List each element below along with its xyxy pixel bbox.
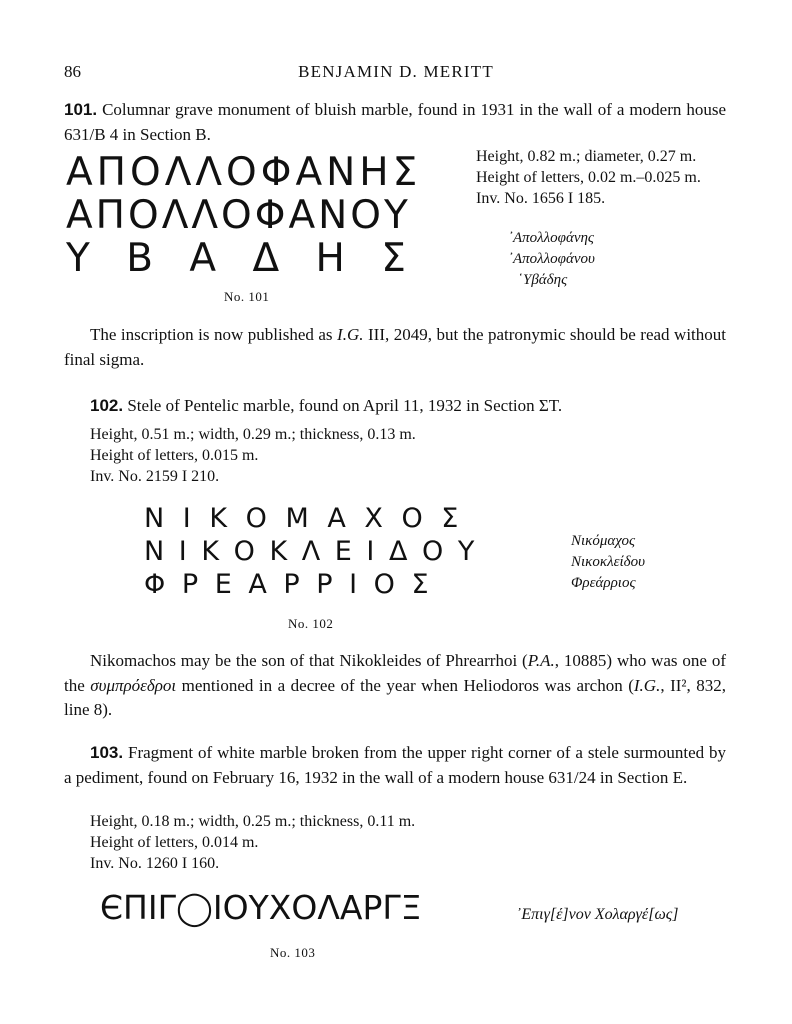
- entry-101-inventory: Inv. No. 1656 I 185.: [476, 190, 606, 207]
- transcription-101-line-1: ᾿Απολλοφάνης: [508, 230, 595, 246]
- entry-102-dimensions: Height, 0.51 m.; width, 0.29 m.; thickness, 0.13 m.: [90, 426, 416, 443]
- entry-103-meta: [90, 811, 415, 874]
- inscription-102-line-1: Ν Ι Κ Ο Μ Α Χ Ο Σ: [144, 503, 464, 534]
- entry-102-text: Stele of Pentelic marble, found on April 11, 1932 in Section ΣΤ.: [127, 396, 563, 415]
- inscription-103-drawing: [100, 888, 480, 938]
- entry-101-letter-height: Height of letters, 0.02 m.–0.025 m.: [476, 169, 701, 186]
- note-101-part-1: The inscription is now published as: [90, 325, 338, 344]
- entry-103-description: [64, 741, 726, 790]
- entry-101-text: Columnar grave monument of bluish marble, found in 1931 in the wall of a modern house 631/B 4 in Section B.: [64, 100, 727, 144]
- entry-103-letter-height: Height of letters, 0.014 m.: [90, 834, 259, 851]
- inscription-101-line-1: ΑΠΟΛΛΟΦΑΝΗΣ: [66, 150, 422, 195]
- entry-102-inventory: Inv. No. 2159 I 210.: [90, 468, 220, 485]
- note-102-part-3: mentioned in a decree of the year when Heliodoros was archon (: [176, 675, 634, 695]
- note-102-part-1: Nikomachos may be the son of that Nikokleides of Phrearrhoi (: [90, 651, 528, 670]
- figure-caption-103: No. 103: [270, 945, 316, 960]
- running-head: BENJAMIN D. MERITT: [298, 62, 494, 81]
- transcription-102-line-3: Φρεάρριος: [571, 575, 636, 591]
- entry-102-meta: [90, 424, 416, 487]
- inscription-102-drawing: [144, 503, 484, 613]
- entry-103-number: 103.: [90, 743, 124, 762]
- page-number: 86: [64, 62, 81, 81]
- entry-102-description: [64, 394, 726, 419]
- note-102-greek-term: συμπρόεδροι: [90, 675, 177, 695]
- transcription-101-line-2: ᾿Απολλοφάνου: [508, 251, 595, 267]
- entry-101-meta: [476, 146, 701, 209]
- transcription-101-line-3: ῾Υβάδης: [518, 272, 568, 288]
- transcription-102-line-1: Νικόμαχος: [571, 533, 636, 549]
- inscription-103-line-1: ЄΠΙΓ◯ΙΟΥΧΟΛΑΡΓΞ: [100, 888, 422, 927]
- entry-101-note: [64, 323, 726, 372]
- entry-103-dimensions: Height, 0.18 m.; width, 0.25 m.; thickness, 0.11 m.: [90, 813, 416, 830]
- entry-101-description: [64, 98, 726, 147]
- inscription-102-line-2: Ν Ι Κ Ο Κ Λ Ε Ι Δ Ο Υ: [144, 536, 478, 567]
- entry-103-transcription: ᾿Επιγ[έ]νον Χολαργέ[ως]: [516, 906, 679, 923]
- entry-102-note: [64, 649, 726, 723]
- inscription-102-line-3: Φ Ρ Ε Α Ρ Ρ Ι Ο Σ: [144, 569, 433, 600]
- inscription-101-line-2: ΑΠΟΛΛΟΦΑΝΟΥ: [66, 193, 411, 238]
- figure-caption-101: No. 101: [224, 289, 270, 304]
- note-101-reference: I.G.: [337, 325, 364, 344]
- entry-101-number: 101.: [64, 100, 98, 119]
- note-102-part-4: , II², 832, line 8).: [64, 675, 726, 719]
- note-102-reference-1: P.A.: [527, 651, 555, 670]
- inscription-101-line-3: Υ Β Α Δ Η Σ: [66, 236, 418, 281]
- entry-103-text: Fragment of white marble broken from the upper right corner of a stele surmounted by a pediment, found on February 16, 1932 in the wall of a modern house 631/24 in Section E.: [64, 743, 727, 787]
- entry-102-number: 102.: [90, 396, 124, 415]
- inscription-101-drawing: [66, 150, 422, 281]
- note-102-part-2: , 10885) who was one of the: [64, 651, 726, 695]
- note-101-part-2: III, 2049, but the patronymic should be read without final sigma.: [64, 325, 726, 369]
- transcription-102-line-2: Νικοκλείδου: [571, 554, 646, 570]
- figure-caption-102: No. 102: [288, 616, 334, 631]
- note-102-reference-2: I.G.: [633, 675, 661, 695]
- entry-101-dimensions: Height, 0.82 m.; diameter, 0.27 m.: [476, 148, 697, 165]
- entry-102-letter-height: Height of letters, 0.015 m.: [90, 447, 259, 464]
- entry-101-transcription: [508, 228, 595, 291]
- entry-102-transcription: [571, 531, 645, 594]
- entry-103-inventory: Inv. No. 1260 I 160.: [90, 855, 220, 872]
